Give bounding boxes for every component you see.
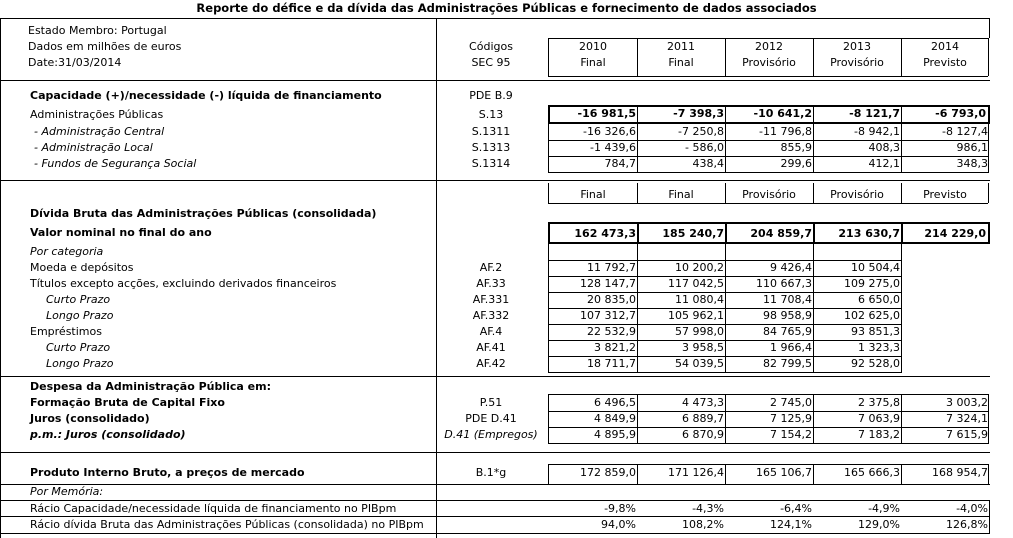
deficit-value: 438,4 [692,157,724,170]
memo-value: -4,9% [868,502,900,515]
codes-header: Códigos [469,40,513,53]
deficit-row-label: - Administração Local [34,141,153,154]
memo-value: 124,1% [770,518,812,531]
debt-status: Final [580,188,606,201]
deficit-row-code: S.1314 [471,157,511,170]
debt-row-label: Curto Prazo [46,341,111,354]
grid-line [901,464,902,484]
debt-value: 18 711,7 [587,357,636,370]
frame-right [989,18,990,38]
deficit-value: 408,3 [868,141,900,154]
debt-value: 6 650,0 [858,293,900,306]
year-sep-4 [901,38,902,76]
grid-line [989,500,990,534]
deficit-row-code: S.13 [478,108,504,121]
grid-line [0,533,990,534]
deficit-value: 348,3 [956,157,988,170]
grid-line [548,183,549,203]
by-category-label: Por categoria [30,245,104,258]
expenditure-value: 4 473,3 [682,396,724,409]
year-sep-3 [813,38,814,76]
expenditure-value: 6 496,5 [594,396,636,409]
grid-line [548,105,549,173]
expenditure-value: 6 870,9 [682,428,724,441]
debt-row-label: Curto Prazo [46,293,111,306]
deficit-value: 784,7 [604,157,636,170]
deficit-row-label: - Fundos de Segurança Social [34,157,197,170]
grid-line [725,464,726,484]
grid-line [725,394,726,444]
debt-heading: Dívida Bruta das Administrações Públicas (consolidada) [30,207,377,220]
grid-line [988,464,989,484]
deficit-value: -11 796,8 [759,125,812,138]
frame-left [0,18,1,538]
grid-line [548,464,549,484]
grid-line [901,183,902,203]
grid-line [637,464,638,484]
deficit-row-code: S.1311 [471,125,511,138]
debt-value: 117 042,5 [668,277,724,290]
grid-line [0,516,990,517]
section-divider [0,376,990,377]
debt-value: 3 958,5 [682,341,724,354]
grid-line [813,105,814,173]
deficit-heading: Capacidade (+)/necessidade (-) líquida de financiamento [30,89,382,102]
gdp-value: 165 106,7 [756,466,812,479]
grid-line [725,183,726,203]
debt-value: 9 426,4 [770,261,812,274]
expenditure-value: 7 615,9 [946,428,988,441]
debt-value: 84 765,9 [763,325,812,338]
debt-row-code: AF.4 [479,325,503,338]
expenditure-row-code: D.41 (Empregos) [444,428,538,441]
expenditure-value: 7 154,2 [770,428,812,441]
deficit-value: -16 981,5 [577,107,636,120]
deficit-value: -7 398,3 [673,107,724,120]
memo-heading: Por Memória: [30,485,104,498]
gdp-value: 168 954,7 [932,466,988,479]
report-date: Date:31/03/2014 [28,56,122,69]
deficit-value: -8 127,4 [942,125,988,138]
status-2010: Final [580,56,606,69]
debt-value: 1 966,4 [770,341,812,354]
grid-line [548,140,988,141]
report-title: Reporte do défice e da dívida das Administrações Públicas e fornecimento de dados associados [196,1,817,15]
deficit-value: -16 326,6 [583,125,636,138]
grid-line [725,105,726,173]
debt-value: 92 528,0 [851,357,900,370]
year-sep-2 [725,38,726,76]
grid-line [813,244,814,372]
debt-row-label: Longo Prazo [46,357,114,370]
debt-row-code: AF.331 [472,293,510,306]
deficit-value: - 586,0 [685,141,724,154]
deficit-value: -8 942,1 [854,125,900,138]
grid-line [637,183,638,203]
expenditure-value: 4 849,9 [594,412,636,425]
grid-line [637,222,639,244]
deficit-value: -8 121,7 [849,107,900,120]
debt-row-code: AF.2 [479,261,503,274]
expenditure-row-code: P.51 [479,396,503,409]
grid-line [901,105,902,173]
grid-line [725,222,727,244]
debt-nominal-value: 213 630,7 [838,227,900,240]
gdp-value: 172 859,0 [580,466,636,479]
deficit-value: -6 793,0 [935,107,986,120]
year-2012: 2012 [755,40,783,53]
debt-row-label: Empréstimos [30,325,102,338]
debt-status: Provisório [830,188,884,201]
deficit-row-code: S.1313 [471,141,511,154]
frame-top [0,18,990,19]
expenditure-value: 7 063,9 [858,412,900,425]
debt-value: 98 958,9 [763,309,812,322]
debt-status: Provisório [742,188,796,201]
expenditure-value: 7 324,1 [946,412,988,425]
expenditure-value: 3 003,2 [946,396,988,409]
deficit-value: 299,6 [780,157,812,170]
grid-line [548,411,988,412]
deficit-value: -7 250,8 [678,125,724,138]
grid-line [0,500,990,501]
debt-nominal-value: 214 229,0 [924,227,986,240]
grid-line [548,464,988,465]
expenditure-value: 7 183,2 [858,428,900,441]
deficit-value: 986,1 [956,141,988,154]
deficit-row-label: - Administração Central [34,125,165,138]
debt-value: 11 080,4 [675,293,724,306]
grid-line [988,183,989,203]
year-sep-0 [548,38,549,76]
expenditure-value: 2 745,0 [770,396,812,409]
debt-nominal-value: 204 859,7 [750,227,812,240]
debt-value: 10 200,2 [675,261,724,274]
grid-line [548,372,902,373]
debt-nominal-label: Valor nominal no final do ano [30,226,212,239]
grid-line [901,394,902,444]
deficit-heading-code: PDE B.9 [469,89,513,102]
expenditure-value: 2 375,8 [858,396,900,409]
debt-row-code: AF.42 [476,357,506,370]
memo-row-label: Rácio dívida Bruta das Administrações Públicas (consolidada) no PIBpm [30,518,424,531]
debt-value: 109 275,0 [844,277,900,290]
grid-line [548,394,549,444]
debt-row-code: AF.33 [476,277,506,290]
grid-line [813,464,814,484]
debt-nominal-value: 185 240,7 [662,227,724,240]
expenditure-value: 4 895,9 [594,428,636,441]
grid-line [725,244,726,372]
memo-value: -9,8% [604,502,636,515]
grid-line [901,244,902,372]
grid-line [548,244,549,372]
grid-line [813,394,814,444]
debt-value: 3 821,2 [594,341,636,354]
debt-status: Final [668,188,694,201]
debt-row-code: AF.41 [476,341,506,354]
grid-line [637,394,638,444]
grid-line [548,394,988,395]
debt-value: 82 799,5 [763,357,812,370]
deficit-value: -1 439,6 [590,141,636,154]
expenditure-heading: Despesa da Administração Pública em: [30,380,272,393]
gdp-value: 171 126,4 [668,466,724,479]
grid-line [637,244,638,372]
grid-line [988,105,989,173]
debt-value: 20 835,0 [587,293,636,306]
debt-value: 102 625,0 [844,309,900,322]
debt-nominal-value: 162 473,3 [574,227,636,240]
grid-line [548,172,988,173]
debt-row-label: Títulos excepto acções, excluindo derivados financeiros [30,277,337,290]
deficit-value: -10 641,2 [753,107,812,120]
grid-line [548,156,988,157]
grid-line [548,427,988,428]
year-sep-1 [637,38,638,76]
year-box-bottom [548,76,988,77]
year-2014: 2014 [931,40,959,53]
memo-value: -4,0% [956,502,988,515]
units-note: Dados em milhões de euros [28,40,182,53]
grid-line [901,222,903,244]
debt-value: 107 312,7 [580,309,636,322]
status-2011: Final [668,56,694,69]
year-sep-5 [988,38,989,76]
gdp-label: Produto Interno Bruto, a preços de mercado [30,466,305,479]
grid-line [637,105,638,173]
expenditure-row-label: Formação Bruta de Capital Fixo [30,396,225,409]
debt-value: 93 851,3 [851,325,900,338]
year-2013: 2013 [843,40,871,53]
debt-value: 110 667,3 [756,277,812,290]
memo-value: -6,4% [780,502,812,515]
debt-value: 10 504,4 [851,261,900,274]
gdp-code: B.1*g [475,466,507,479]
deficit-value: 855,9 [780,141,812,154]
memo-row-label: Rácio Capacidade/necessidade líquida de financiamento no PIBpm [30,502,397,515]
debt-value: 105 962,1 [668,309,724,322]
debt-value: 11 708,4 [763,293,812,306]
debt-row-label: Moeda e depósitos [30,261,134,274]
memo-value: -4,3% [692,502,724,515]
status-2012: Provisório [742,56,796,69]
section-divider [0,452,990,453]
section-divider [0,180,990,181]
section-divider [0,484,990,485]
expenditure-row-label: Juros (consolidado) [30,412,150,425]
grid-line [548,203,988,204]
expenditure-row-code: PDE D.41 [465,412,517,425]
memo-value: 129,0% [858,518,900,531]
debt-value: 22 532,9 [587,325,636,338]
expenditure-row-label: p.m.: Juros (consolidado) [30,428,186,441]
deficit-value: 412,1 [868,157,900,170]
year-2010: 2010 [579,40,607,53]
codes-sec95: SEC 95 [471,56,511,69]
debt-row-label: Longo Prazo [46,309,114,322]
memo-value: 126,8% [946,518,988,531]
memo-value: 108,2% [682,518,724,531]
header-divider [0,80,990,81]
grid-line [548,443,988,444]
debt-value: 128 147,7 [580,277,636,290]
member-state: Estado Membro: Portugal [28,24,167,37]
grid-line [988,394,989,444]
memo-value: 94,0% [601,518,636,531]
debt-value: 54 039,5 [675,357,724,370]
status-2013: Provisório [830,56,884,69]
debt-value: 11 792,7 [587,261,636,274]
debt-status: Previsto [923,188,967,201]
grid-line [813,183,814,203]
year-2011: 2011 [667,40,695,53]
gdp-value: 165 666,3 [844,466,900,479]
deficit-row-label: Administrações Públicas [30,108,164,121]
debt-row-code: AF.332 [472,309,510,322]
debt-value: 1 323,3 [858,341,900,354]
expenditure-value: 7 125,9 [770,412,812,425]
year-box-top [548,38,988,39]
debt-value: 57 998,0 [675,325,724,338]
status-2014: Previsto [923,56,967,69]
expenditure-value: 6 889,7 [682,412,724,425]
grid-line [813,222,815,244]
